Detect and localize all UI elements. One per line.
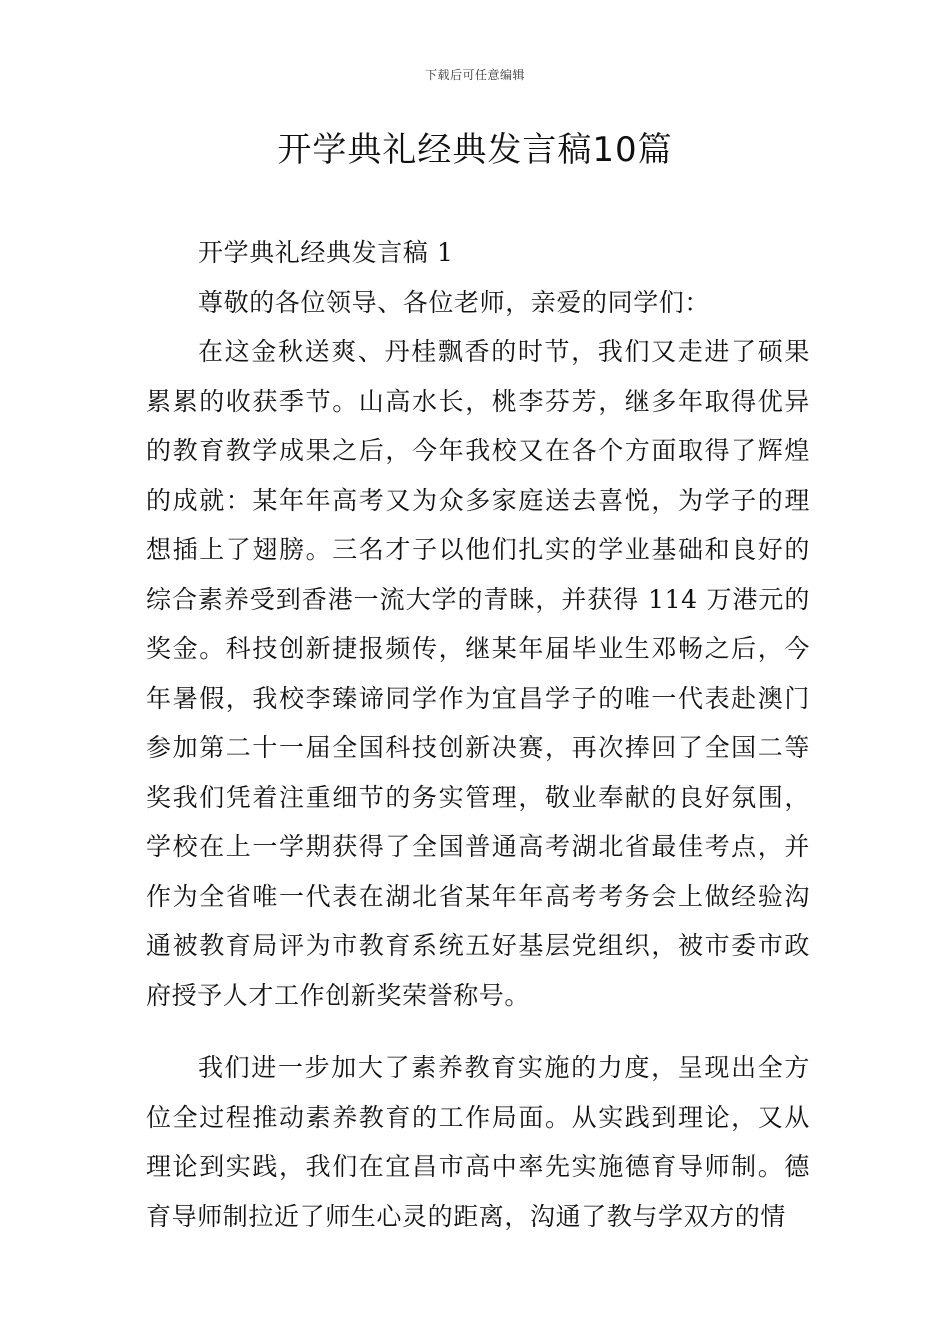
header-note: 下载后可任意编辑 [424,68,525,82]
document-title: 开学典礼经典发言稿10篇 [277,130,673,170]
section-heading: 开学典礼经典发言稿 1 [198,238,454,267]
salutation: 尊敬的各位领导、各位老师，亲爱的同学们： [198,287,711,317]
paragraph-2: 我们进一步加大了素养教育实施的力度，呈现出全方位全过程推动素养教育的工作局面。从实践到理论，又从理论到实践，我们在宜昌市高中率先实施德育导师制。德育导师制拉近了师生心灵的距离，沟通了教与学双方的情 [146,1053,810,1231]
document-body [146,228,810,1241]
paragraph-1: 在这金秋送爽、丹桂飘香的时节，我们又走进了硕果累累的收获季节。山高水长，桃李芬芳，继多年取得优异的教育教学成果之后，今年我校又在各个方面取得了辉煌的成就：某年年高考又为众多家庭送去喜悦，为学子的理想插上了翅膀。三名才子以他们扎实的学业基础和良好的综合素养受到香港一流大学的青睐，并获得 114 万港元的奖金。科技创新捷报频传，继某年届毕业生邓畅之后，今年暑假，我校李臻谛同学作为宜昌学子的唯一代表赴澳门参加第二十一届全国科技创新决赛，再次捧回了全国二等奖我们凭着注重细节的务实管理，敬业奉献的良好氛围，学校在上一学期获得了全国普通高考湖北省最佳考点，并作为全省唯一代表在湖北省某年年高考考务会上做经验沟通被教育局评为市教育系统五好基层党组织，被市委市政府授予人才工作创新奖荣誉称号。 [146,337,810,1010]
